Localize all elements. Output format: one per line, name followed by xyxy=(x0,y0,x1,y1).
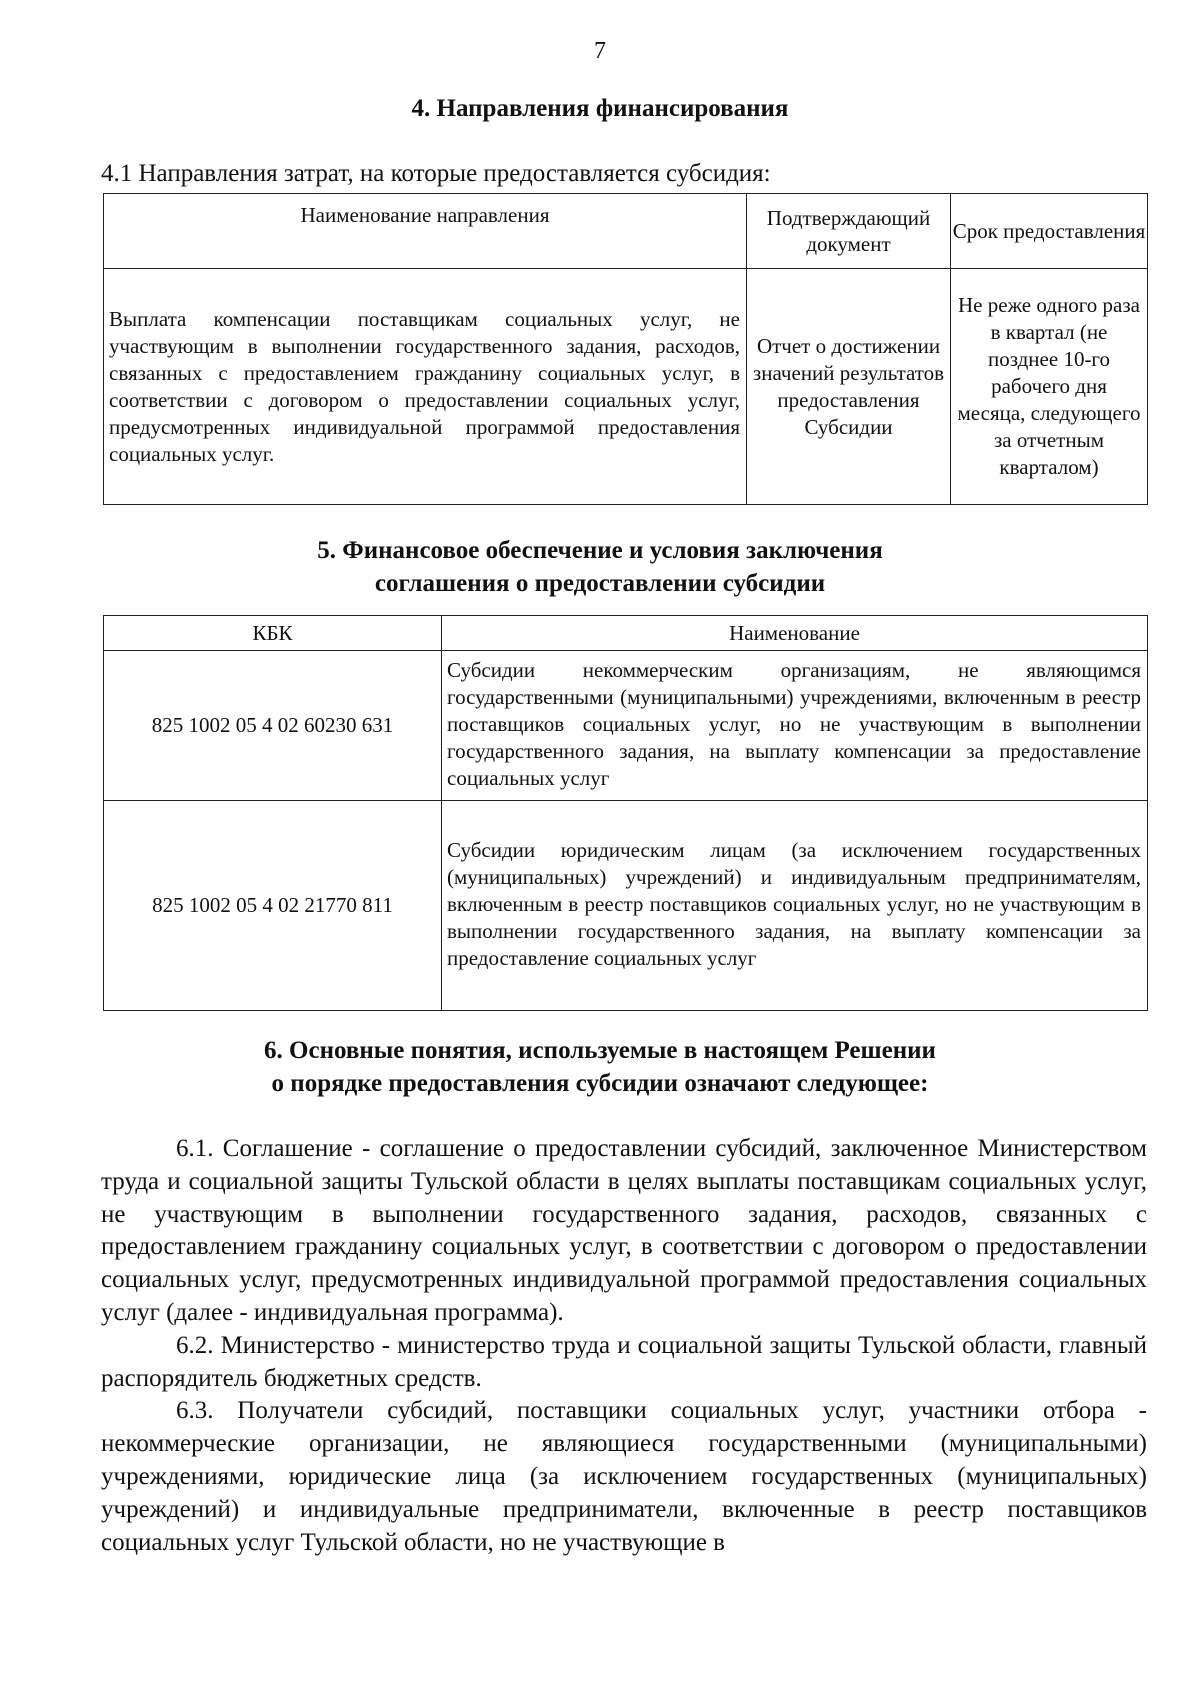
section4-heading-text: 4. Направления финансирования xyxy=(411,95,789,122)
section4-heading xyxy=(0,92,1200,125)
column-header-document: Подтверждающий документ xyxy=(747,194,951,269)
table1-caption: 4.1 Направления затрат, на которые предоставляется субсидия: xyxy=(101,160,771,187)
table-row xyxy=(104,269,1148,505)
expenditure-directions-table xyxy=(103,193,1148,505)
section5-heading-line1: 5. Финансовое обеспечение и условия заключения xyxy=(317,537,883,564)
section5-heading-line2: соглашения о предоставлении субсидии xyxy=(374,570,826,597)
page-number: 7 xyxy=(594,38,606,64)
table-header-row xyxy=(104,194,1148,269)
definitions-body xyxy=(101,1133,1147,1559)
definition-paragraph: 6.2. Министерство - министерство труда и социальной защиты Тульской области, главный распорядитель бюджетных средств. xyxy=(101,1331,1147,1392)
confirming-document: Отчет о достижении значений результатов предоставления Субсидии xyxy=(747,269,951,505)
kbk-code: 825 1002 05 4 02 21770 811 xyxy=(104,801,442,1011)
kbk-name: Субсидии некоммерческим организациям, не являющимся государственными (муниципальными) учреждениями, включенным в реестр поставщиков социальных услуг, но не участвующим в выполнении государственного задания, на выплату компенсации за предоставление социальных услуг xyxy=(442,651,1148,801)
column-header-direction: Наименование направления xyxy=(104,194,747,269)
section6-heading-line1: 6. Основные понятия, используемые в настоящем Решении xyxy=(264,1037,936,1064)
section6-heading-line2: о порядке предоставления субсидии означают следующее: xyxy=(271,1070,929,1097)
kbk-table xyxy=(103,615,1148,1011)
table-row xyxy=(104,801,1148,1011)
kbk-name: Субсидии юридическим лицам (за исключением государственных (муниципальных) учреждений) и индивидуальным предпринимателям, включенным в реестр поставщиков социальных услуг, но не участвующим в выполнении государственного задания, на выплату компенсации за предоставление социальных услуг xyxy=(442,801,1148,1011)
provision-term: Не реже одного раза в квартал (не позднее 10-го рабочего дня месяца, следующего за отчетным кварталом) xyxy=(951,269,1148,505)
column-header-name: Наименование xyxy=(442,616,1148,651)
direction-description: Выплата компенсации поставщикам социальных услуг, не участвующим в выполнении государственного задания, расходов, связанных с предоставлением гражданину социальных услуг, в соответствии с договором о предоставлении социальных услуг, предусмотренных индивидуальной программой предоставления социальных услуг. xyxy=(104,269,747,505)
table-header-row xyxy=(104,616,1148,651)
section6-heading xyxy=(0,1034,1200,1100)
column-header-kbk: КБК xyxy=(104,616,442,651)
section5-heading xyxy=(0,534,1200,600)
table-row xyxy=(104,651,1148,801)
column-header-term: Срок предоставления xyxy=(951,194,1148,269)
kbk-code: 825 1002 05 4 02 60230 631 xyxy=(104,651,442,801)
definition-paragraph: 6.1. Соглашение - соглашение о предоставлении субсидий, заключенное Министерством труда и социальной защиты Тульской области в целях выплаты поставщикам социальных услуг, не участвующим в выполнении государственного задания, расходов, связанных с предоставлением гражданину социальных услуг, в соответствии с договором о предоставлении социальных услуг, предусмотренных индивидуальной программой предоставления социальных услуг (далее - индивидуальная программа). xyxy=(101,1135,1147,1326)
definition-paragraph: 6.3. Получатели субсидий, поставщики социальных услуг, участники отбора - некоммерческие организации, не являющиеся государственными (муниципальными) учреждениями, юридические лица (за исключением государственных (муниципальных) учреждений) и индивидуальные предприниматели, включенные в реестр поставщиков социальных услуг Тульской области, но не участвующие в xyxy=(101,1397,1147,1556)
